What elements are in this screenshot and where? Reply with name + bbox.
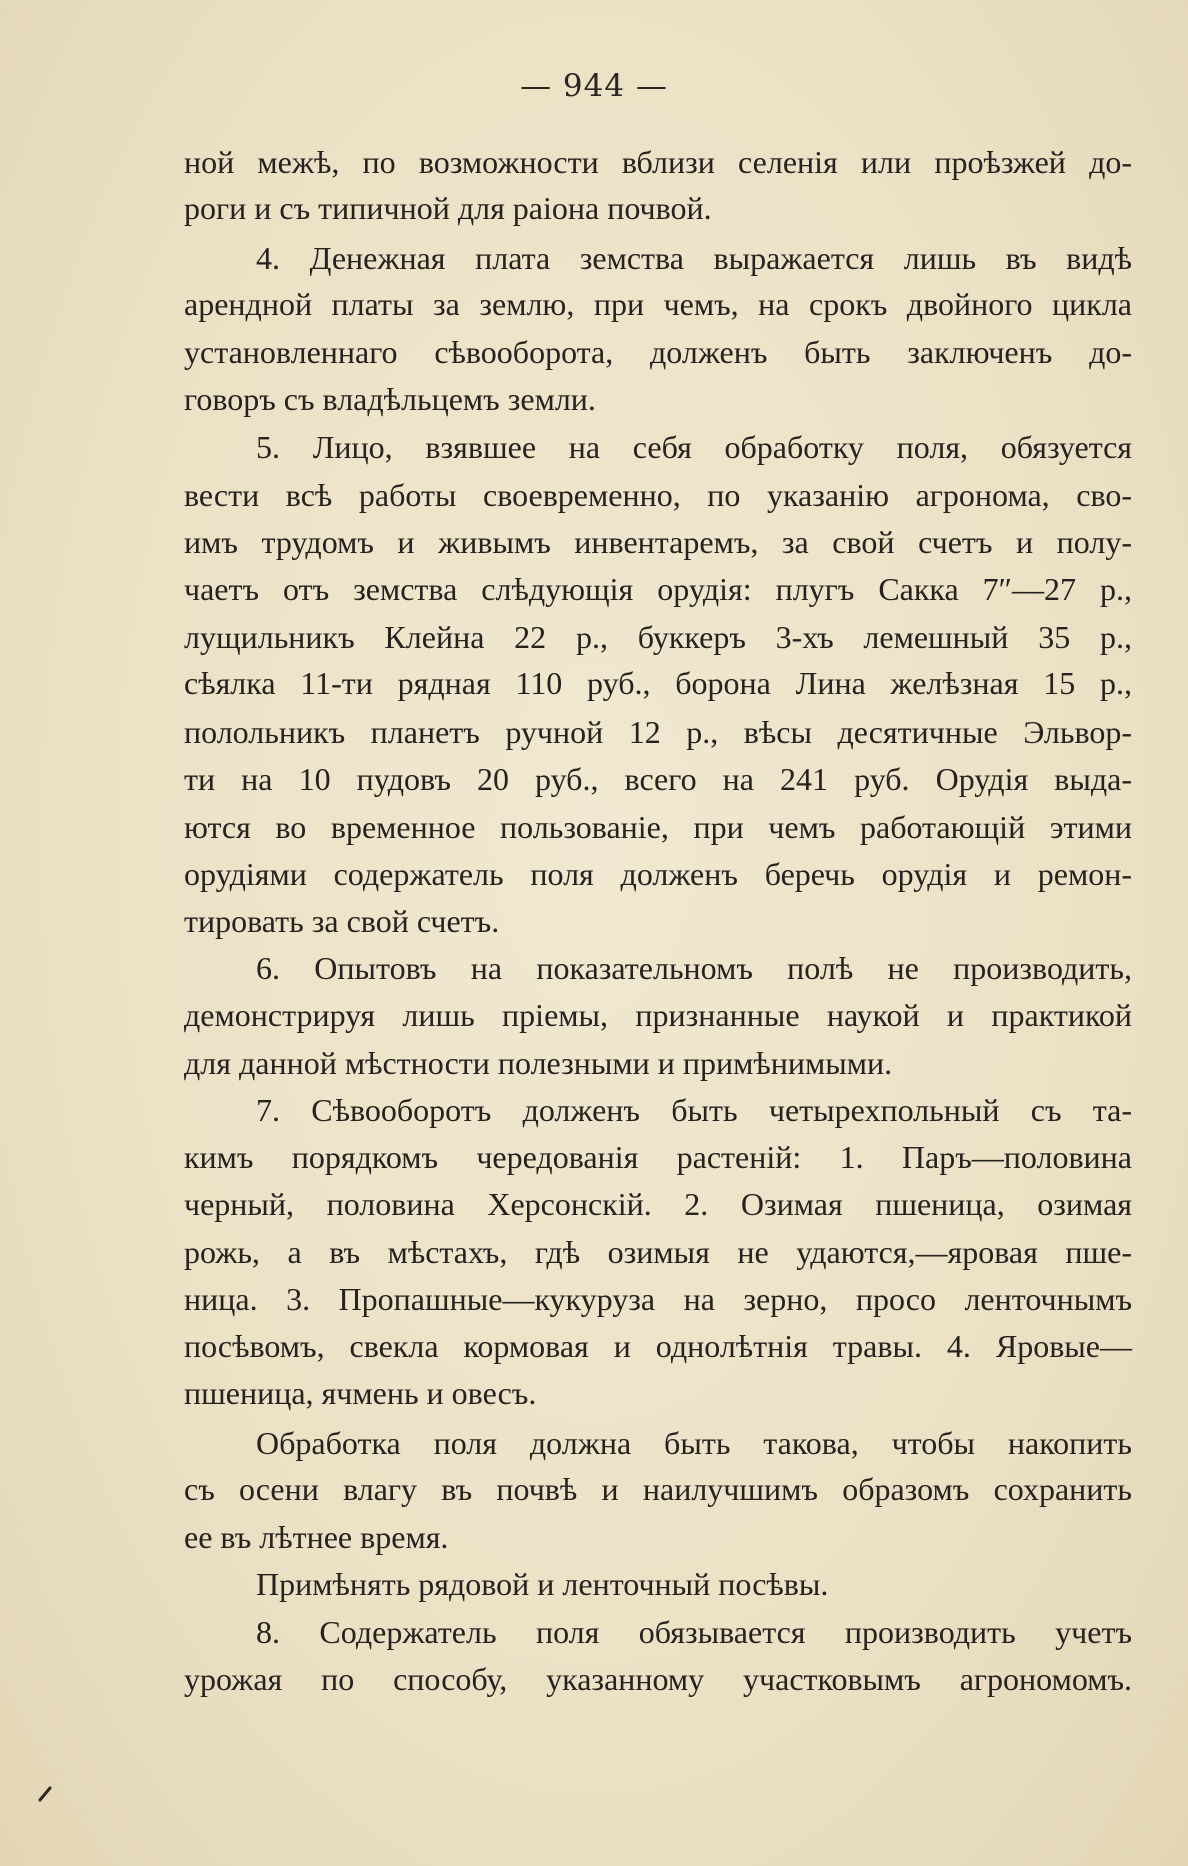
text-line: рожь, а въ мѣстахъ, гдѣ озимыя не удаются,—яровая пше- (184, 1234, 1132, 1270)
paragraph-line: Обработка поля должна быть такова, чтобы накопить (256, 1425, 1132, 1461)
text-line: ее въ лѣтнее время. (184, 1519, 449, 1555)
text-line: для данной мѣстности полезными и примѣнимыми. (184, 1045, 893, 1081)
paragraph-line: Примѣнять рядовой и ленточный посѣвы. (256, 1566, 829, 1602)
text-line: посѣвомъ, свекла кормовая и однолѣтнія травы. 4. Яровые— (184, 1328, 1132, 1364)
page-number: — 944 — (520, 68, 668, 104)
text-line: полольникъ планетъ ручной 12 р., вѣсы десятичные Эльвор- (184, 714, 1132, 750)
text-line: ти на 10 пудовъ 20 руб., всего на 241 руб. Орудія выда- (184, 761, 1132, 797)
text-line: ной межѣ, по возможности вблизи селенія или проѣзжей до- (184, 144, 1132, 180)
text-line: черный, половина Херсонскій. 2. Озимая пшеница, озимая (184, 1186, 1132, 1222)
text-line: установленнаго сѣвооборота, долженъ быть заключенъ до- (184, 334, 1132, 370)
text-line: ются во временное пользованіе, при чемъ работающій этими (184, 809, 1132, 845)
pen-mark (36, 1780, 60, 1804)
paragraph-5-line: 5. Лицо, взявшее на себя обработку поля, обязуется (256, 429, 1132, 465)
text-line: сѣялка 11-ти рядная 110 руб., борона Лина желѣзная 15 р., (184, 665, 1132, 701)
text-line: чаетъ отъ земства слѣдующія орудія: плугъ Сакка 7″—27 р., (184, 571, 1132, 607)
text-line: орудіями содержатель поля долженъ беречь орудія и ремон- (184, 856, 1132, 892)
text-line: кимъ порядкомъ чередованія растеній: 1. Паръ—половина (184, 1139, 1132, 1175)
paragraph-7-line: 7. Сѣвооборотъ долженъ быть четырехпольный съ та- (256, 1092, 1132, 1128)
paragraph-8-line: 8. Содержатель поля обязывается производить учетъ (256, 1614, 1132, 1650)
text-line: говоръ съ владѣльцемъ земли. (184, 381, 596, 417)
text-line: урожая по способу, указанному участковымъ агрономомъ. (184, 1661, 1132, 1697)
paragraph-6-line: 6. Опытовъ на показательномъ полѣ не производить, (256, 950, 1132, 986)
text-line: арендной платы за землю, при чемъ, на срокъ двойного цикла (184, 286, 1132, 322)
text-line: тировать за свой счетъ. (184, 903, 500, 939)
text-line: лущильникъ Клейна 22 р., буккеръ 3-хъ лемешный 35 р., (184, 619, 1132, 655)
text-line: ница. 3. Пропашные—кукуруза на зерно, просо ленточнымъ (184, 1281, 1132, 1317)
paragraph-4-line: 4. Денежная плата земства выражается лишь въ видѣ (256, 240, 1132, 276)
text-line: имъ трудомъ и живымъ инвентаремъ, за свой счетъ и полу- (184, 524, 1132, 560)
text-line: вести всѣ работы своевременно, по указанію агронома, сво- (184, 477, 1132, 513)
text-line: демонстрируя лишь пріемы, признанные наукой и практикой (184, 997, 1132, 1033)
text-line: съ осени влагу въ почвѣ и наилучшимъ образомъ сохранить (184, 1471, 1132, 1507)
text-line: пшеница, ячмень и овесъ. (184, 1375, 537, 1411)
text-line: роги и съ типичной для раіона почвой. (184, 190, 712, 226)
